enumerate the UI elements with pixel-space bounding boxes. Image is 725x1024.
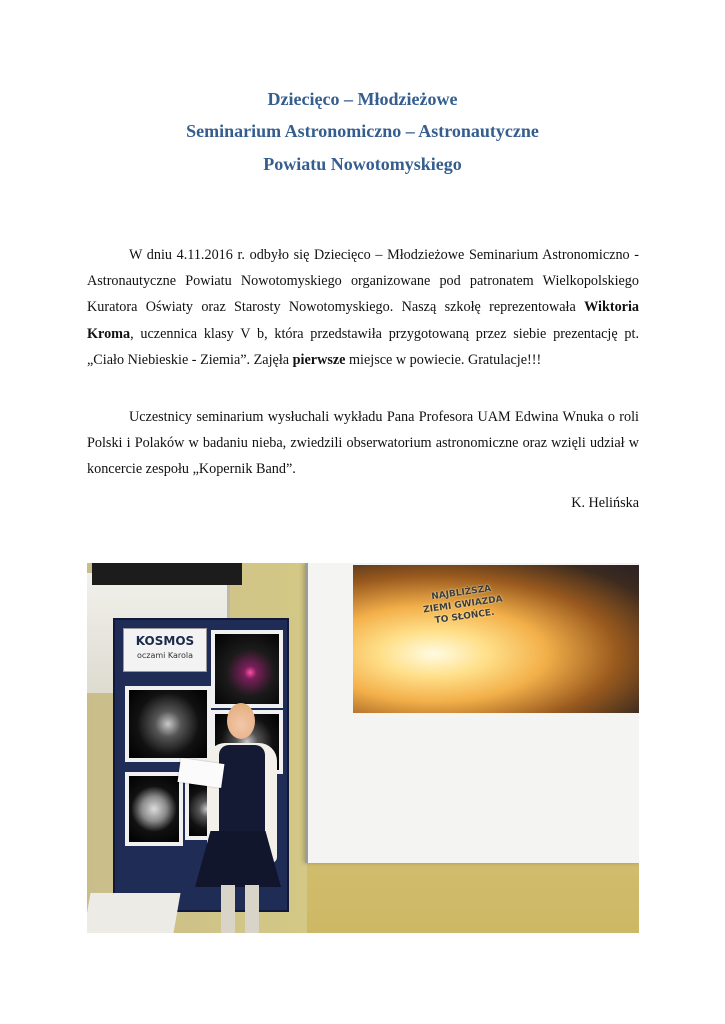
- heading-line-2: Seminarium Astronomiczno – Astronautyczne: [186, 121, 539, 141]
- place-result: pierwsze: [292, 351, 346, 368]
- table: [87, 893, 181, 933]
- projection-screen: [305, 563, 639, 863]
- author-signature: K. Helińska: [571, 495, 639, 511]
- tv-screen: [92, 563, 242, 585]
- event-photo: [87, 563, 639, 933]
- paragraph-1-text-a: W dniu 4.11.2016 r. odbyło się Dziecięco – Młodzieżowe Seminarium Astronomiczno - Astronautyczne Powiatu Nowotomyskiego organizowane pod patronatem Wielkopolskiego Kuratora Oświaty oraz Starosty Nowotomyskiego. Naszą szkołę reprezentowała: [87, 247, 639, 316]
- sun-slide: [353, 565, 639, 713]
- paragraph-1: [87, 242, 639, 373]
- paragraph-1-text-b: , uczennica klasy V b, która przedstawiła przygotowaną przez siebie prezentację pt. „Ciało Niebieskie - Ziemia”. Zajęła: [87, 325, 639, 368]
- paragraph-2: Uczestnicy seminarium wysłuchali wykładu Pana Profesora UAM Edwina Wnuka o roli Polski i Polaków w badaniu nieba, zwiedzili obserwatorium astronomiczne oraz wzięli udział w koncercie zespołu „Kopernik Band”.: [87, 409, 639, 478]
- presenter-head: [227, 703, 255, 739]
- heading-line-1: Dziecięco – Młodzieżowe: [267, 89, 458, 109]
- moon-photo: [125, 772, 183, 846]
- presenter-legs: [221, 885, 261, 933]
- galaxy-photo: [125, 686, 211, 762]
- nebula-photo: [211, 630, 283, 708]
- heading-line-3: Powiatu Nowotomyskiego: [263, 154, 462, 174]
- board-subtitle: oczami Karola: [136, 651, 194, 660]
- board-title: KOSMOS: [135, 634, 195, 648]
- student-name: Wiktoria Kroma: [87, 299, 639, 342]
- board-title-card: [123, 628, 207, 672]
- paragraph-1-text-c: miejsce w powiecie. Gratulacje!!!: [345, 351, 542, 368]
- slide-caption: NAJBLIŻSZA ZIEMI GWIAZDA TO SŁOŃCE.: [422, 583, 504, 627]
